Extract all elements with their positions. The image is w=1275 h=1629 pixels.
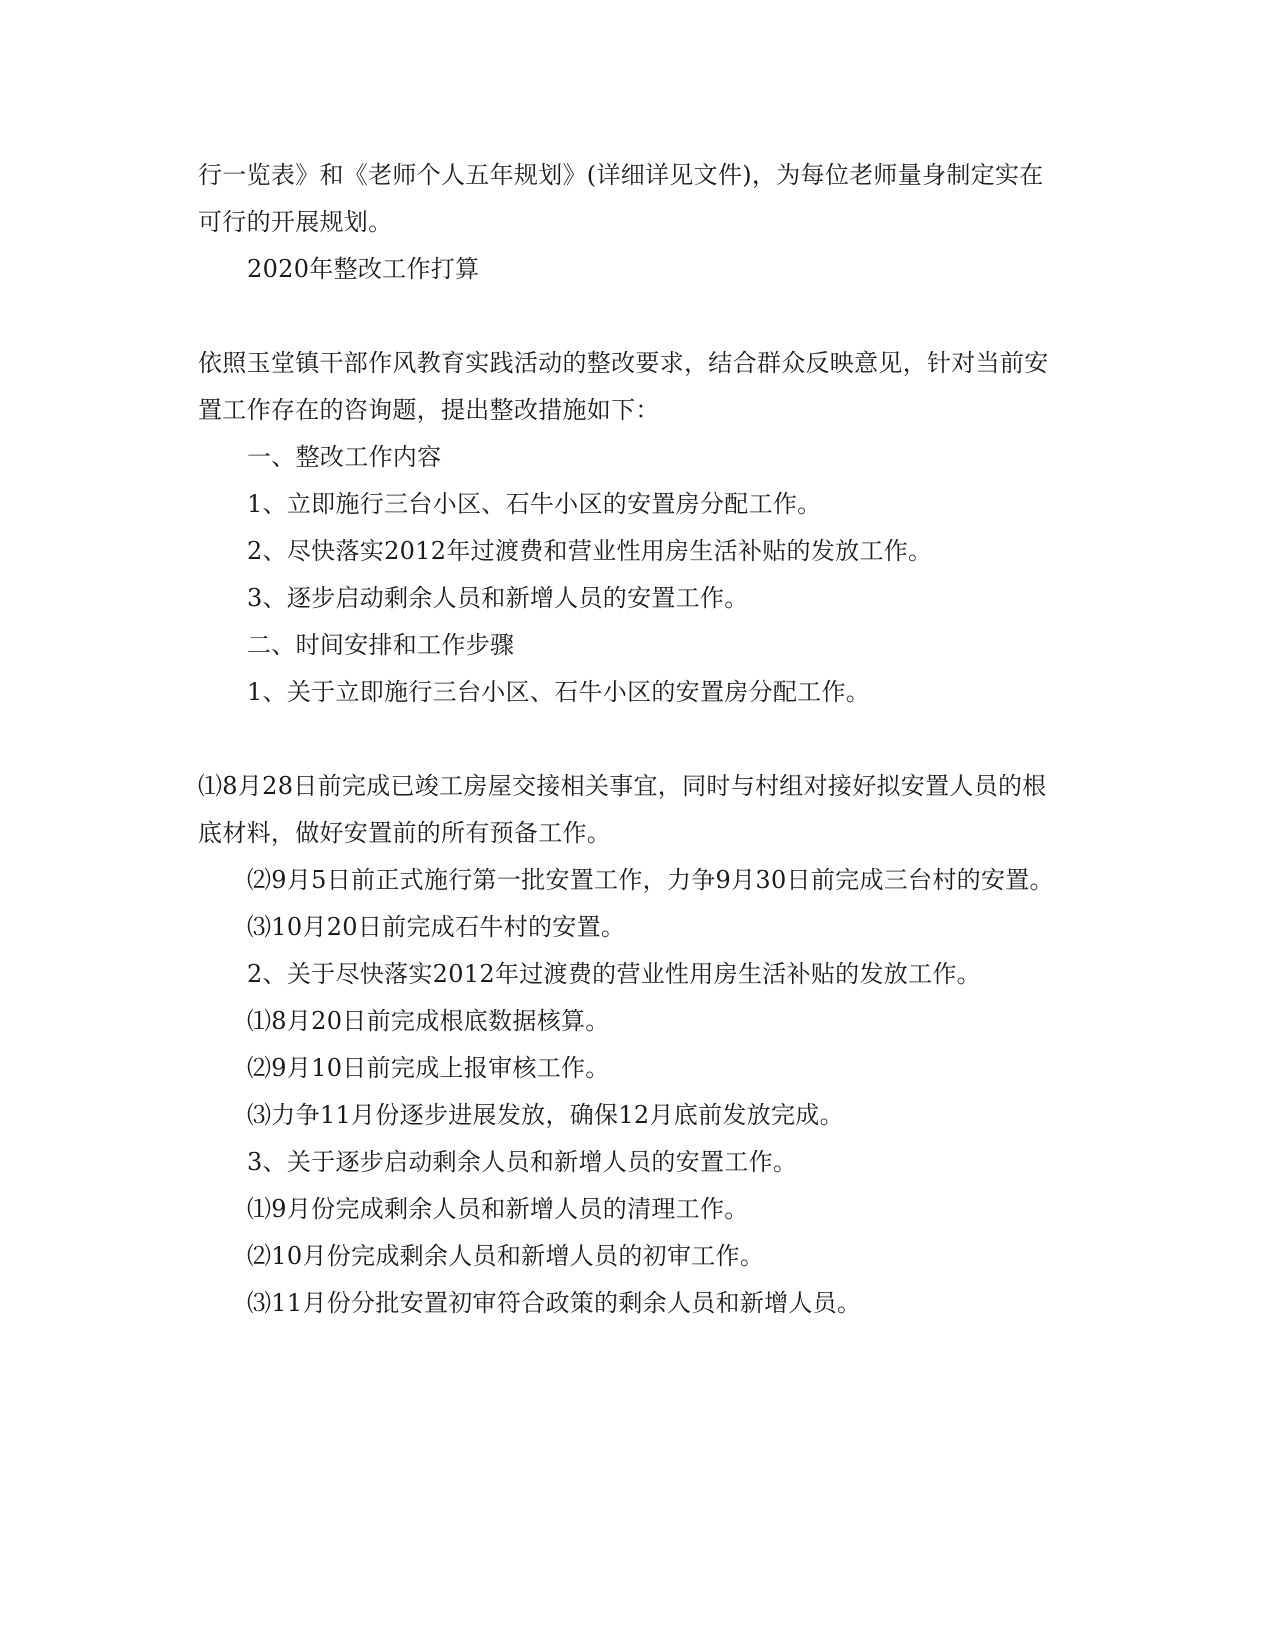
list-item: ⑶力争11月份逐步进展发放，确保12月底前发放完成。 [247,1101,844,1129]
list-item: 1、关于立即施行三台小区、石牛小区的安置房分配工作。 [247,678,871,706]
paragraph-line: 行一览表》和《老师个人五年规划》(详细详见文件)，为每位老师量身制定实在 [198,161,1044,189]
list-item: ⑶10月20日前完成石牛村的安置。 [247,913,626,941]
list-item: ⑶11月份分批安置初审符合政策的剩余人员和新增人员。 [247,1289,862,1317]
section-heading: 2020年整改工作打算 [247,255,480,283]
list-item: ⑵10月份完成剩余人员和新增人员的初审工作。 [247,1242,765,1270]
paragraph-line: 置工作存在的咨询题，提出整改措施如下： [198,396,660,424]
paragraph-line: ⑴8月28日前完成已竣工房屋交接相关事宜，同时与村组对接好拟安置人员的根 [198,772,1047,800]
list-item: ⑵9月10日前完成上报审核工作。 [247,1054,610,1082]
section-heading: 一、整改工作内容 [247,443,442,471]
list-item: ⑵9月5日前正式施行第一批安置工作，力争9月30日前完成三台村的安置。 [247,866,1054,894]
list-item: 2、关于尽快落实2012年过渡费的营业性用房生活补贴的发放工作。 [247,960,981,988]
paragraph-line: 底材料，做好安置前的所有预备工作。 [198,819,612,847]
section-heading: 二、时间安排和工作步骤 [247,631,515,659]
list-item: ⑴8月20日前完成根底数据核算。 [247,1007,610,1035]
list-item: 1、立即施行三台小区、石牛小区的安置房分配工作。 [247,490,822,518]
list-item: ⑴9月份完成剩余人员和新增人员的清理工作。 [247,1195,749,1223]
paragraph-line: 可行的开展规划。 [198,208,393,236]
list-item: 3、逐步启动剩余人员和新增人员的安置工作。 [247,584,749,612]
list-item: 3、关于逐步启动剩余人员和新增人员的安置工作。 [247,1148,798,1176]
list-item: 2、尽快落实2012年过渡费和营业性用房生活补贴的发放工作。 [247,537,933,565]
paragraph-line: 依照玉堂镇干部作风教育实践活动的整改要求，结合群众反映意见，针对当前安 [198,349,1049,377]
